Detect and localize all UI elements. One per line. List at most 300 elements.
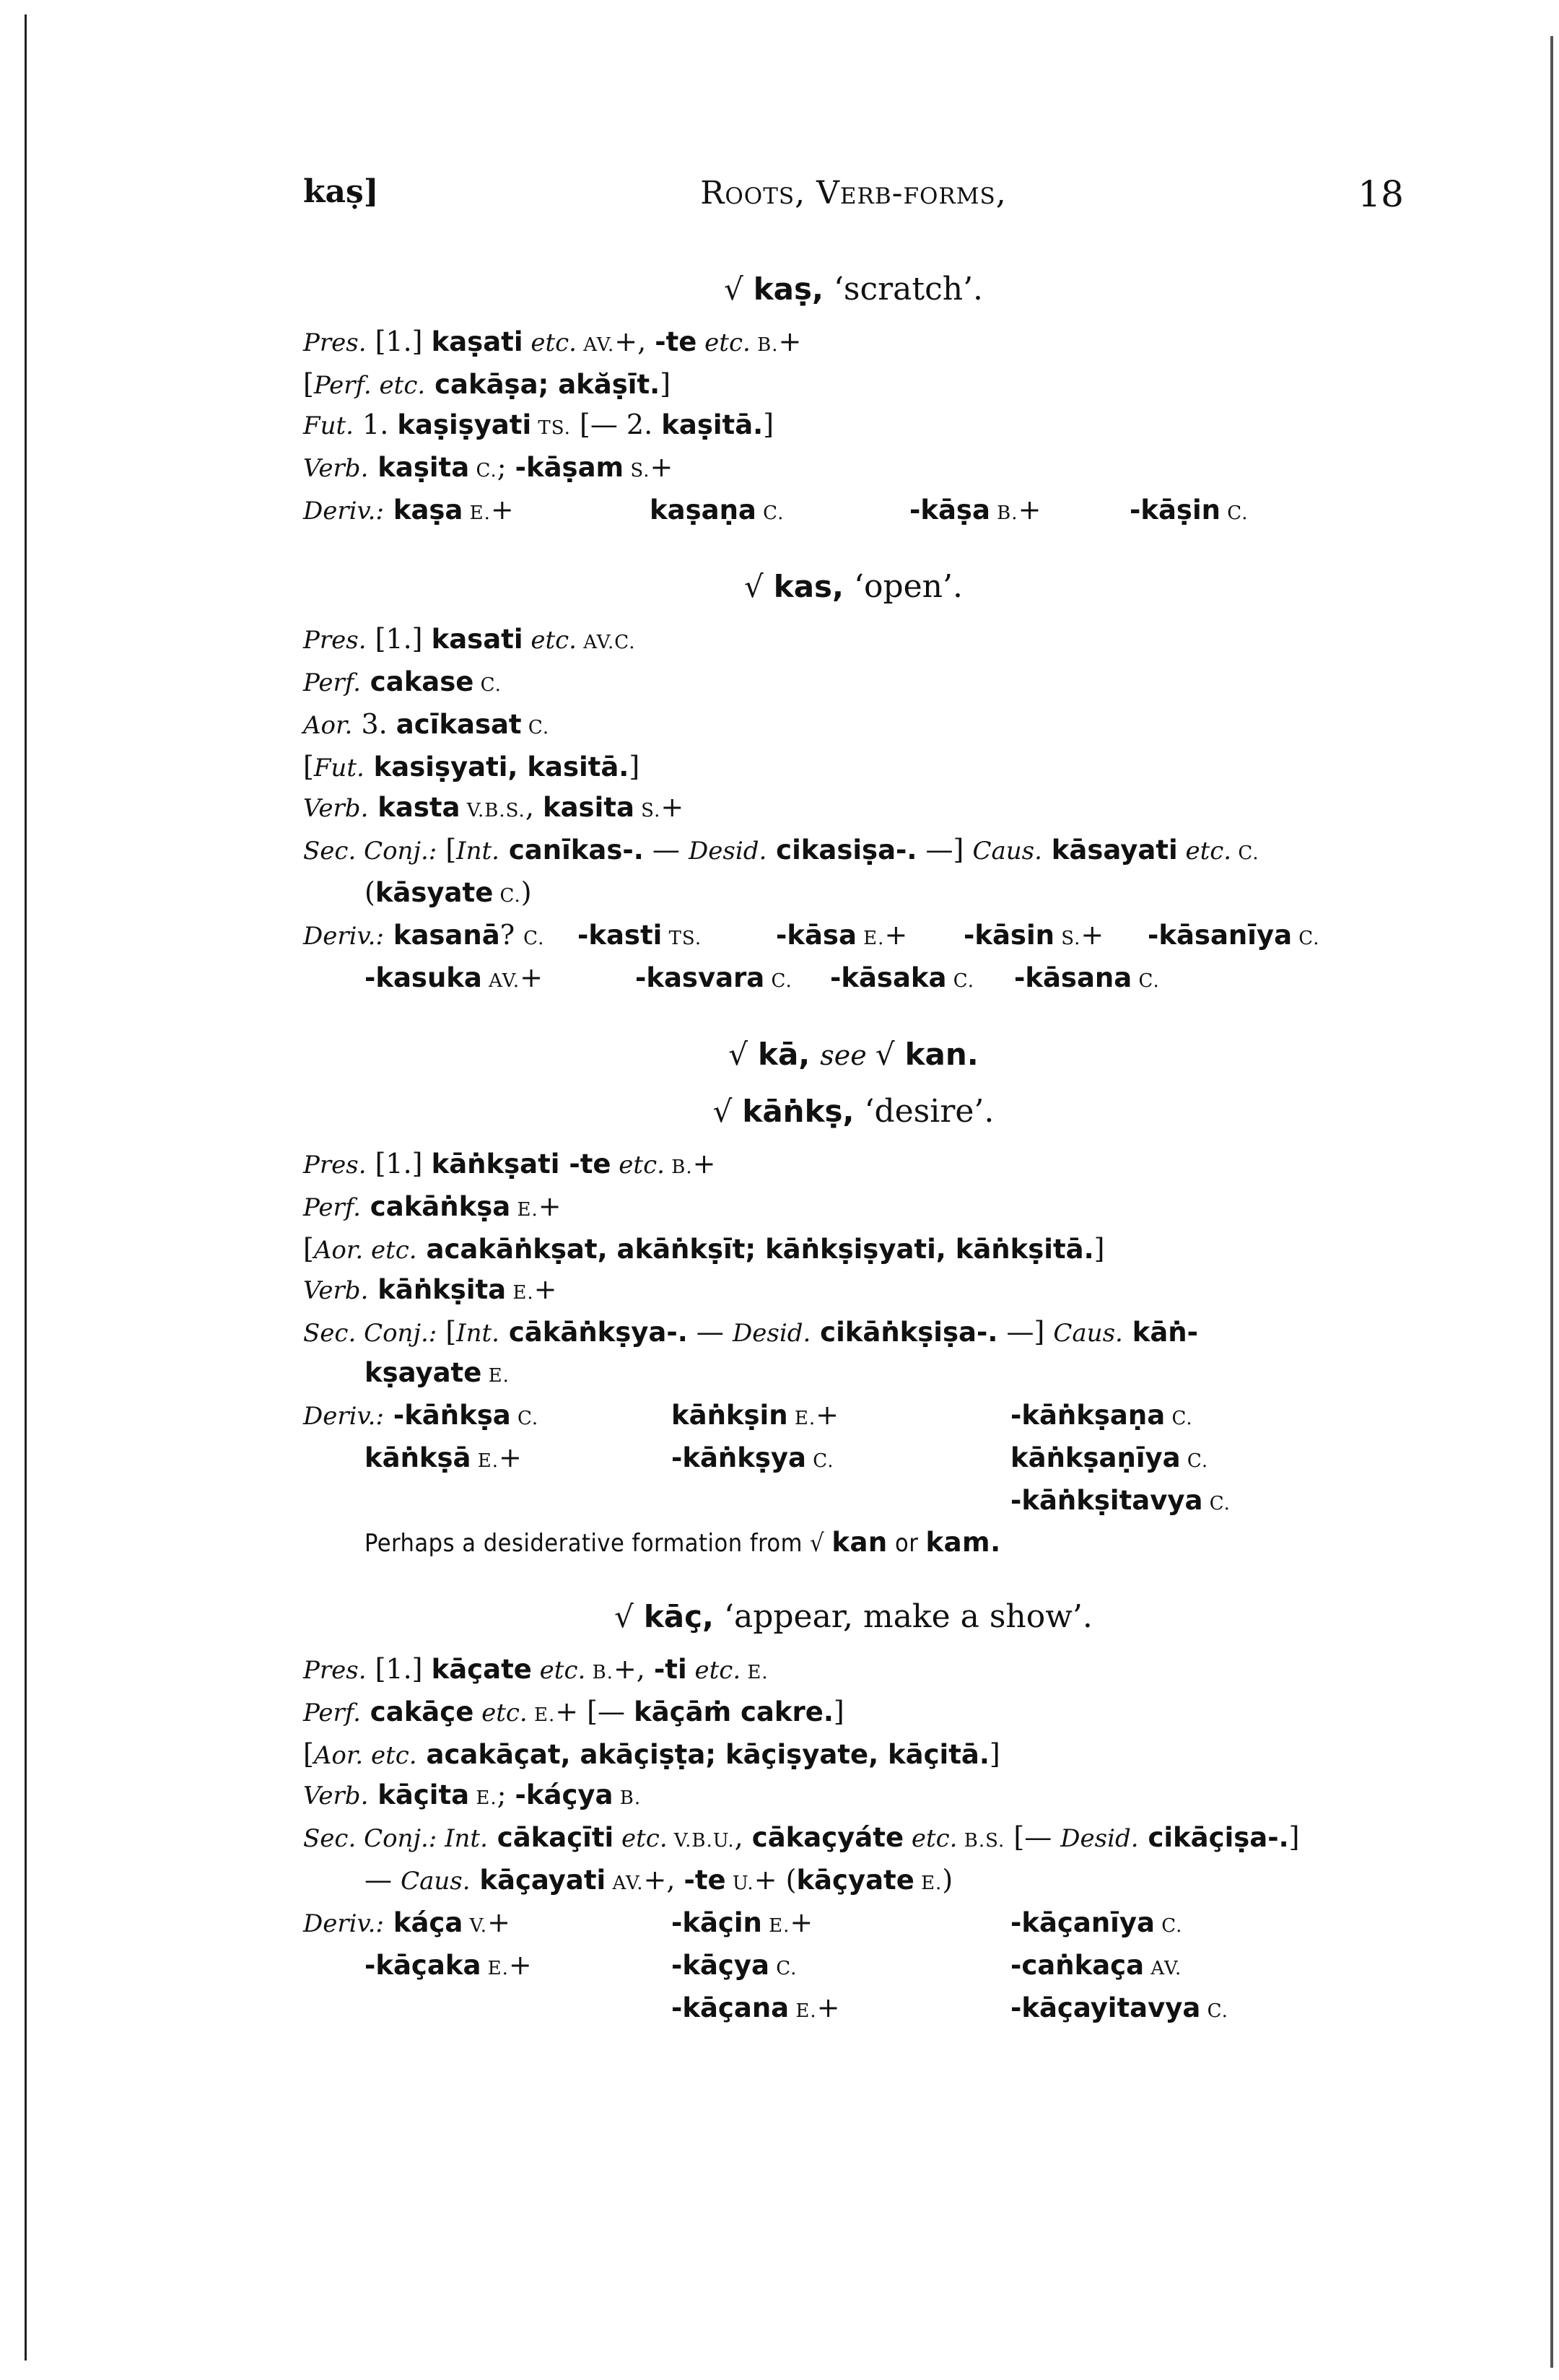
form: cikāçiṣa-. — [1138, 1822, 1289, 1853]
source: C. — [493, 885, 521, 907]
etc: etc. — [473, 1699, 528, 1727]
cross-ref-link[interactable]: kan. — [904, 1037, 979, 1072]
form: kaṣiṣyati — [397, 409, 532, 440]
text: — — [687, 1316, 733, 1348]
label-caus: Caus. — [1053, 1319, 1123, 1348]
deriv-item — [1010, 1395, 1404, 1438]
root-sign-icon: √ — [810, 1529, 825, 1558]
label-pres: Pres. — [303, 1151, 367, 1180]
source: B. — [585, 1662, 613, 1683]
secondary-conj-line — [303, 1312, 1404, 1353]
text: [ — [303, 751, 314, 783]
text: or — [887, 1529, 926, 1558]
source: V.B.S. — [460, 800, 525, 821]
text: [1.] — [366, 1653, 432, 1685]
source: C. — [806, 1450, 834, 1472]
deriv-col — [830, 958, 1014, 1001]
root-sign-icon: √ — [712, 1094, 733, 1129]
form: kāsayati — [1041, 834, 1178, 866]
etc: etc. — [686, 1656, 741, 1685]
form: kāṅkṣā — [364, 1442, 471, 1473]
deriv-item — [1010, 1903, 1404, 1945]
text: + — [490, 494, 514, 526]
page-body — [303, 253, 1404, 2065]
source: AV. — [1144, 1958, 1182, 1979]
form: kāçate — [431, 1654, 532, 1685]
text: 1. — [353, 409, 398, 440]
root-word: kāṅkṣ, — [742, 1094, 855, 1129]
text: + — [533, 1273, 557, 1305]
source: C. — [769, 1958, 798, 1979]
deriv-item — [671, 1395, 1010, 1438]
label-desid: Desid. — [732, 1319, 811, 1348]
source: TS. — [662, 928, 702, 949]
etc: etc. — [613, 1824, 668, 1853]
source: AV. — [606, 1873, 644, 1894]
text: 3. — [352, 708, 396, 740]
present-line — [303, 322, 1404, 365]
text: +, — [613, 1653, 654, 1685]
root-sign-icon: √ — [875, 1037, 895, 1072]
source: E. — [469, 1787, 497, 1809]
label-int: Int. — [437, 1824, 488, 1853]
derivatives-block — [303, 1903, 1404, 2031]
header-title: Roots, Verb-forms, — [700, 175, 1007, 212]
text: + — [487, 1906, 510, 1938]
derivatives-line — [303, 958, 1404, 1001]
form: kan — [831, 1527, 888, 1558]
etc: etc. — [523, 626, 577, 655]
form: -kāsin — [964, 920, 1054, 951]
label-verb: Verb. — [303, 454, 369, 483]
present-line — [303, 619, 1404, 662]
text: + — [790, 1906, 813, 1938]
running-header — [303, 173, 1404, 231]
text: ] — [833, 1696, 844, 1727]
deriv-col — [364, 958, 635, 1001]
label-pres: Pres. — [303, 1656, 367, 1685]
source: E. — [471, 1450, 499, 1472]
text: + — [499, 1442, 522, 1473]
form: cakase — [360, 666, 474, 697]
root-gloss: ‘open’. — [854, 568, 963, 605]
root-sign-icon: √ — [744, 569, 764, 604]
source: E. — [789, 2000, 817, 2022]
form: -kāṅkṣitavya — [1010, 1485, 1203, 1516]
form: -caṅkaça — [1010, 1950, 1145, 1981]
text: + — [520, 962, 543, 993]
etc: etc. — [1177, 837, 1232, 866]
future-line — [303, 405, 1404, 448]
form: acakāçat, akāçiṣṭa; kāçiṣyate, kāçitā. — [416, 1739, 990, 1770]
form: cakāṅkṣa — [360, 1191, 511, 1222]
label-int: Int. — [456, 1319, 499, 1348]
text: [ — [303, 1233, 314, 1265]
form: kasanā — [383, 920, 500, 951]
source: C. — [1180, 1450, 1209, 1472]
source: S. — [1054, 928, 1081, 949]
source: E. — [481, 1365, 510, 1387]
source: C. — [1200, 2000, 1228, 2022]
form: -kāçayitavya — [1010, 1992, 1201, 2023]
source: E. — [856, 928, 885, 949]
form: cakāṣa; akăṣīt. — [425, 369, 660, 400]
perfect-line — [303, 662, 1404, 705]
deriv-col — [1130, 490, 1248, 533]
text: [— — [1005, 1821, 1061, 1853]
text: ] — [1288, 1821, 1300, 1853]
deriv-item — [671, 1438, 1010, 1481]
verbal-line — [303, 1270, 1404, 1312]
form: kaṣitā. — [661, 409, 764, 440]
text: + — [778, 326, 802, 357]
source: E. — [506, 1282, 534, 1304]
deriv-col — [671, 1395, 1010, 1523]
deriv-col — [303, 490, 650, 533]
source: E. — [761, 1915, 790, 1937]
form: kaṣa — [383, 494, 463, 526]
root-word: kā, — [758, 1037, 811, 1072]
root-word: kaṣ, — [753, 271, 824, 307]
entry-kanks — [303, 1092, 1404, 1563]
deriv-col — [671, 1903, 1010, 2031]
verbal-line — [303, 1775, 1404, 1818]
source: E. — [527, 1704, 556, 1726]
text: [1.] — [366, 623, 432, 655]
label-sec: Sec. Conj.: — [303, 1824, 437, 1853]
entry-kac — [303, 1597, 1404, 2031]
source: C. — [1220, 502, 1249, 524]
source: C. — [1154, 1915, 1183, 1937]
form: -kāṣam — [515, 452, 624, 483]
text: ] — [763, 409, 774, 440]
form: kaṣati — [431, 326, 523, 357]
text: [1.] — [366, 1148, 432, 1180]
form: kāṅkṣaṇīya — [1010, 1442, 1181, 1473]
form: -kāṅkṣya — [671, 1442, 806, 1473]
form: káça — [383, 1907, 463, 1938]
label-fut: Fut. — [303, 411, 354, 440]
text: [1.] — [366, 326, 432, 357]
source: C. — [1202, 1493, 1231, 1514]
text: —] — [997, 1316, 1054, 1348]
form: cikāṅkṣiṣa-. — [811, 1317, 998, 1348]
text: ) — [520, 876, 532, 908]
page-edge-right — [1550, 36, 1553, 2368]
text: , — [525, 791, 543, 823]
root-word: kāç, — [643, 1599, 714, 1634]
label-verb: Verb. — [303, 1276, 369, 1305]
derivatives-line — [303, 915, 1404, 958]
text: ; — [497, 1779, 515, 1810]
deriv-col — [1010, 1903, 1404, 2031]
header-headword: kaṣ] — [303, 173, 379, 210]
deriv-item — [671, 1903, 1010, 1945]
deriv-item — [303, 1438, 671, 1481]
text: + [— — [555, 1696, 634, 1727]
see-text: see — [820, 1039, 875, 1071]
deriv-col — [303, 915, 577, 958]
source: B. — [750, 334, 779, 356]
text: + — [538, 1190, 562, 1222]
deriv-col — [964, 915, 1148, 958]
source: C. — [1292, 928, 1320, 949]
aorist-line — [303, 1229, 1404, 1270]
source: E. — [510, 1199, 538, 1221]
secondary-conj-cont — [303, 1860, 1404, 1903]
form: -kāçin — [671, 1907, 762, 1938]
form: -kāṣa — [909, 494, 990, 526]
deriv-item — [303, 1395, 671, 1438]
source: V.B.U. — [667, 1830, 735, 1852]
form: -káçya — [515, 1779, 613, 1810]
label-desid: Desid. — [1060, 1824, 1139, 1853]
deriv-item — [1010, 1945, 1404, 1988]
form: kāsyate — [375, 877, 494, 908]
source: B. — [613, 1787, 642, 1809]
text: + — [884, 919, 908, 951]
label-deriv: Deriv.: — [303, 1909, 384, 1938]
secondary-conj-cont — [303, 1353, 1404, 1395]
deriv-item — [671, 1945, 1010, 1988]
source: S. — [624, 460, 650, 481]
deriv-item — [671, 1988, 1010, 2031]
form: kāçyate — [796, 1865, 914, 1896]
text: +, — [643, 1864, 684, 1896]
form: kāṅkṣin — [671, 1400, 788, 1431]
form: kāṅkṣita — [368, 1274, 507, 1305]
form: kāṅkṣati -te — [431, 1148, 611, 1180]
text: [ — [437, 1316, 457, 1348]
deriv-col — [635, 958, 830, 1001]
label-pres: Pres. — [303, 626, 367, 655]
source: E. — [787, 1408, 816, 1429]
source: C. — [510, 1408, 539, 1429]
etymology-note — [303, 1523, 1404, 1563]
form: canīkas-. — [499, 834, 644, 866]
secondary-conj-cont — [303, 873, 1404, 915]
deriv-col — [1010, 1395, 1404, 1523]
form: acakāṅkṣat, akāṅkṣīt; kāṅkṣiṣyati, kāṅkṣitā. — [416, 1234, 1094, 1265]
verbal-line — [303, 448, 1404, 490]
etc: etc. — [696, 328, 751, 357]
deriv-col — [909, 490, 1130, 533]
source: E. — [741, 1662, 769, 1683]
form: kaṣaṇa — [650, 494, 756, 526]
root-sign-icon: √ — [614, 1599, 634, 1634]
form: -kāsaka — [830, 962, 947, 993]
root-gloss: ‘appear, make a show’. — [723, 1598, 1093, 1635]
perfect-line — [303, 365, 1404, 405]
form: -kāsanīya — [1148, 920, 1293, 951]
form: acīkasat — [396, 709, 522, 740]
text: + — [816, 1399, 839, 1431]
text: ) — [942, 1864, 953, 1896]
form: cakāçe — [360, 1696, 474, 1727]
entry-kas-open — [303, 567, 1404, 1001]
text: ] — [1093, 1233, 1105, 1265]
root-sign-icon: √ — [723, 271, 743, 307]
form: kasiṣyati, kasitā. — [364, 751, 629, 783]
label-perf: Perf. — [303, 1193, 361, 1222]
source: C. — [1132, 970, 1160, 992]
label-caus: Caus. — [401, 1867, 471, 1896]
derivatives-line — [303, 490, 1404, 533]
text: +, — [614, 326, 655, 357]
form: kasati — [431, 624, 523, 655]
source: AV.C. — [576, 632, 636, 653]
source: B.S. — [957, 1830, 1005, 1852]
deriv-col — [303, 1395, 671, 1523]
text: , — [734, 1821, 752, 1853]
form: kāçāṁ cakre. — [634, 1696, 834, 1727]
form: -kāçaka — [364, 1950, 481, 1981]
text: ? — [499, 919, 524, 951]
text: [ — [303, 1738, 314, 1770]
text: — — [643, 834, 689, 866]
page-edge-left — [25, 14, 27, 2361]
deriv-item — [303, 1945, 671, 1988]
text: + — [692, 1148, 716, 1180]
label-deriv: Deriv.: — [303, 1402, 384, 1431]
verbal-line — [303, 788, 1404, 830]
text: Perhaps a desiderative formation from — [364, 1529, 811, 1558]
source: C. — [756, 502, 785, 524]
derivatives-block — [303, 1395, 1404, 1523]
root-gloss: ‘scratch’. — [833, 271, 984, 308]
secondary-conj-line — [303, 830, 1404, 873]
source: C. — [1231, 842, 1259, 864]
entry-title — [303, 567, 1404, 606]
form: -kasvara — [635, 962, 765, 993]
form: -kāṅkṣa — [383, 1400, 511, 1431]
label-perf: Perf. — [303, 668, 361, 697]
source: C. — [946, 970, 974, 992]
form: cākaçīti — [487, 1822, 614, 1853]
text: + — [1018, 494, 1041, 526]
source: C. — [521, 717, 550, 738]
source: B. — [990, 502, 1018, 524]
etc: etc. — [904, 1824, 958, 1853]
form: kāçita — [368, 1779, 470, 1810]
present-line — [303, 1649, 1404, 1692]
root-word: kas, — [773, 569, 844, 604]
form: -kāçana — [671, 1992, 790, 2023]
form: -te — [655, 326, 697, 357]
form: -kāṅkṣaṇa — [1010, 1400, 1166, 1431]
deriv-item — [303, 1903, 671, 1945]
aorist-line — [303, 705, 1404, 747]
source: U. — [725, 1873, 754, 1894]
form: cākaçyáte — [751, 1822, 904, 1853]
form: kasta — [368, 792, 460, 823]
label-perf: Perf. — [303, 1699, 361, 1727]
root-gloss: ‘desire’. — [864, 1093, 995, 1130]
label-desid: Desid. — [688, 837, 767, 866]
label-aor: Aor. etc. — [313, 1741, 417, 1770]
page-number: 18 — [1358, 173, 1404, 215]
form: -kasti — [577, 920, 663, 951]
label-perf: Perf. etc. — [313, 371, 426, 400]
label-deriv: Deriv.: — [303, 497, 384, 526]
form: cikasiṣa-. — [767, 834, 917, 866]
source: S. — [634, 800, 661, 821]
text: ; — [497, 451, 515, 483]
source: C. — [469, 460, 497, 481]
source: C. — [1165, 1408, 1193, 1429]
future-line — [303, 747, 1404, 788]
form: kṣayate — [364, 1357, 482, 1388]
label-sec: Sec. Conj.: — [303, 837, 437, 866]
deriv-item — [1010, 1438, 1404, 1481]
form: kaṣita — [368, 452, 470, 483]
source: E. — [914, 1873, 943, 1894]
deriv-col — [577, 915, 776, 958]
source: E. — [481, 1958, 509, 1979]
etc: etc. — [523, 328, 577, 357]
etc: etc. — [611, 1151, 665, 1180]
entry-title — [303, 270, 1404, 309]
entry-ka — [303, 1035, 1404, 1075]
form: -kāsana — [1014, 962, 1132, 993]
text: + — [1080, 919, 1104, 951]
label-aor: Aor. — [303, 711, 353, 740]
deriv-item — [1010, 1988, 1404, 2031]
form: -kasuka — [364, 962, 482, 993]
label-aor: Aor. etc. — [313, 1236, 417, 1265]
form: kam. — [925, 1527, 1001, 1558]
deriv-col — [303, 1903, 671, 2031]
text: + ( — [754, 1864, 797, 1896]
entry-title — [303, 1092, 1404, 1131]
deriv-col — [650, 490, 909, 533]
form: kāçayati — [470, 1865, 606, 1896]
label-int: Int. — [456, 837, 499, 866]
source: C. — [764, 970, 792, 992]
present-line — [303, 1144, 1404, 1187]
deriv-col — [1014, 958, 1160, 1001]
deriv-col — [776, 915, 964, 958]
form: -te — [684, 1865, 726, 1896]
label-verb: Verb. — [303, 1782, 369, 1810]
text: + — [816, 1992, 840, 2023]
secondary-conj-line — [303, 1818, 1404, 1860]
text: + — [650, 451, 673, 483]
label-fut: Fut. — [313, 754, 364, 783]
source: E. — [463, 502, 491, 524]
etc: etc. — [531, 1656, 586, 1685]
form: -kāsa — [776, 920, 857, 951]
text: —] — [917, 834, 973, 866]
source: C. — [473, 674, 502, 696]
label-verb: Verb. — [303, 794, 369, 823]
entry-kas-scratch — [303, 270, 1404, 533]
deriv-item — [1010, 1481, 1404, 1523]
source: C. — [523, 928, 545, 949]
source: AV. — [481, 970, 520, 992]
source: TS. — [531, 417, 571, 439]
form: cākāṅkṣya-. — [499, 1317, 688, 1348]
text: ( — [364, 876, 375, 908]
text: ] — [660, 368, 671, 400]
text: + — [508, 1949, 532, 1981]
entry-title — [303, 1597, 1404, 1636]
form: -kāçanīya — [1010, 1907, 1155, 1938]
text: — — [364, 1864, 401, 1896]
entry-title — [303, 1035, 1404, 1075]
label-sec: Sec. Conj.: — [303, 1319, 437, 1348]
form: -kāçya — [671, 1950, 769, 1981]
